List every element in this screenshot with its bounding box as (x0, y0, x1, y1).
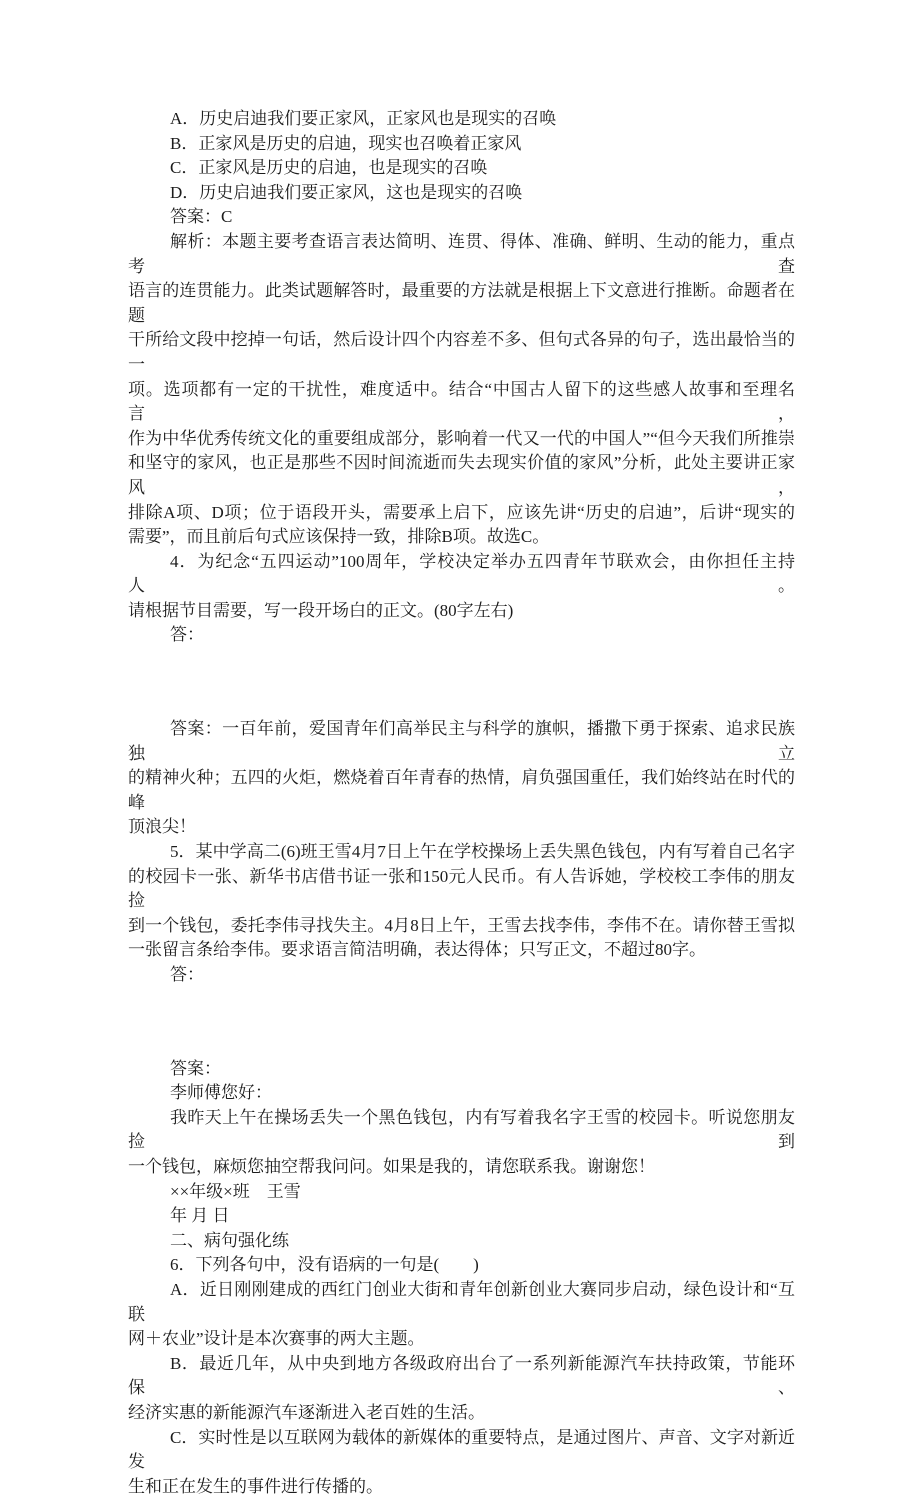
text-line: 经济实惠的新能源汽车逐渐进入老百姓的生活。 (128, 1401, 795, 1426)
text-line: 请根据节目需要，写一段开场白的正文。(80字左右) (128, 599, 795, 624)
text-line: 的精神火种；五四的火炬，燃烧着百年青春的热情，肩负强国重任，我们始终站在时代的峰 (128, 766, 795, 815)
text-line: 一张留言条给李伟。要求语言简洁明确，表达得体；只写正文，不超过80字。 (128, 938, 795, 963)
paragraph (128, 205, 795, 230)
text-line: 排除A项、D项；位于语段开头，需要承上启下，应该先讲“历史的启迪”，后讲“现实的 (128, 501, 795, 526)
paragraph (128, 156, 795, 181)
text-line: 答案：一百年前，爱国青年们高举民主与科学的旗帜，播撒下勇于探索、追求民族独立 (128, 717, 795, 766)
text-line: 答案： (128, 1057, 795, 1082)
text-line: 到一个钱包，委托李伟寻找失主。4月8日上午，王雪去找李伟，李伟不在。请你替王雪拟 (128, 914, 795, 939)
text-line: 我昨天上午在操场丢失一个黑色钱包，内有写着我名字王雪的校园卡。听说您朋友捡到 (128, 1106, 795, 1155)
text-line: 答案：C (128, 205, 795, 230)
text-line: 顶浪尖！ (128, 815, 795, 840)
paragraph (128, 1426, 795, 1499)
paragraph (128, 717, 795, 840)
paragraph (128, 1106, 795, 1180)
text-line: A．历史启迪我们要正家风，正家风也是现实的召唤 (128, 107, 795, 132)
paragraph (128, 1204, 795, 1229)
text-line: B．正家风是历史的启迪，现实也召唤着正家风 (128, 132, 795, 157)
paragraph (128, 623, 795, 648)
text-line: 和坚守的家风，也正是那些不因时间流逝而失去现实价值的家风”分析，此处主要讲正家风， (128, 451, 795, 500)
paragraph (128, 132, 795, 157)
paragraph (128, 963, 795, 988)
text-line: 年 月 日 (128, 1204, 795, 1229)
paragraph (128, 107, 795, 132)
paragraph (128, 1180, 795, 1205)
text-line: A．近日刚刚建成的西红门创业大街和青年创新创业大赛同步启动，绿色设计和“互联 (128, 1278, 795, 1327)
paragraph (128, 840, 795, 963)
text-line: 6．下列各句中，没有语病的一句是( ) (128, 1253, 795, 1278)
paragraph (128, 1352, 795, 1426)
text-line: 二、病句强化练 (128, 1229, 795, 1254)
text-line: 4．为纪念“五四运动”100周年，学校决定举办五四青年节联欢会，由你担任主持人。 (128, 550, 795, 599)
answer-space (128, 988, 795, 1057)
paragraph (128, 181, 795, 206)
text-line: 项。选项都有一定的干扰性，难度适中。结合“中国古人留下的这些感人故事和至理名言， (128, 378, 795, 427)
paragraph (128, 1253, 795, 1278)
text-line: 需要”，而且前后句式应该保持一致，排除B项。故选C。 (128, 525, 795, 550)
text-line: B．最近几年，从中央到地方各级政府出台了一系列新能源汽车扶持政策，节能环保、 (128, 1352, 795, 1401)
text-line: C．实时性是以互联网为载体的新媒体的重要特点，是通过图片、声音、文字对新近发 (128, 1426, 795, 1475)
document-body (128, 107, 795, 1499)
text-line: 语言的连贯能力。此类试题解答时，最重要的方法就是根据上下文意进行推断。命题者在题 (128, 279, 795, 328)
text-line: 答： (128, 963, 795, 988)
text-line: 干所给文段中挖掉一句话，然后设计四个内容差不多、但句式各异的句子，选出最恰当的一 (128, 328, 795, 377)
paragraph (128, 230, 795, 550)
paragraph (128, 1229, 795, 1254)
text-line: 一个钱包，麻烦您抽空帮我问问。如果是我的，请您联系我。谢谢您！ (128, 1155, 795, 1180)
text-line: 5．某中学高二(6)班王雪4月7日上午在学校操场上丢失黑色钱包，内有写着自己名字 (128, 840, 795, 865)
text-line: D．历史启迪我们要正家风，这也是现实的召唤 (128, 181, 795, 206)
paragraph (128, 1081, 795, 1106)
text-line: 生和正在发生的事件进行传播的。 (128, 1475, 795, 1499)
text-line: 解析：本题主要考查语言表达简明、连贯、得体、准确、鲜明、生动的能力，重点考查 (128, 230, 795, 279)
answer-space (128, 648, 795, 717)
paragraph (128, 1278, 795, 1352)
text-line: 网＋农业”设计是本次赛事的两大主题。 (128, 1327, 795, 1352)
text-line: C．正家风是历史的启迪，也是现实的召唤 (128, 156, 795, 181)
text-line: 作为中华优秀传统文化的重要组成部分，影响着一代又一代的中国人”“但今天我们所推崇 (128, 427, 795, 452)
paragraph (128, 1057, 795, 1082)
text-line: ××年级×班 王雪 (128, 1180, 795, 1205)
text-line: 答： (128, 623, 795, 648)
text-line: 的校园卡一张、新华书店借书证一张和150元人民币。有人告诉她，学校校工李伟的朋友捡 (128, 865, 795, 914)
paragraph (128, 550, 795, 624)
text-line: 李师傅您好： (128, 1081, 795, 1106)
